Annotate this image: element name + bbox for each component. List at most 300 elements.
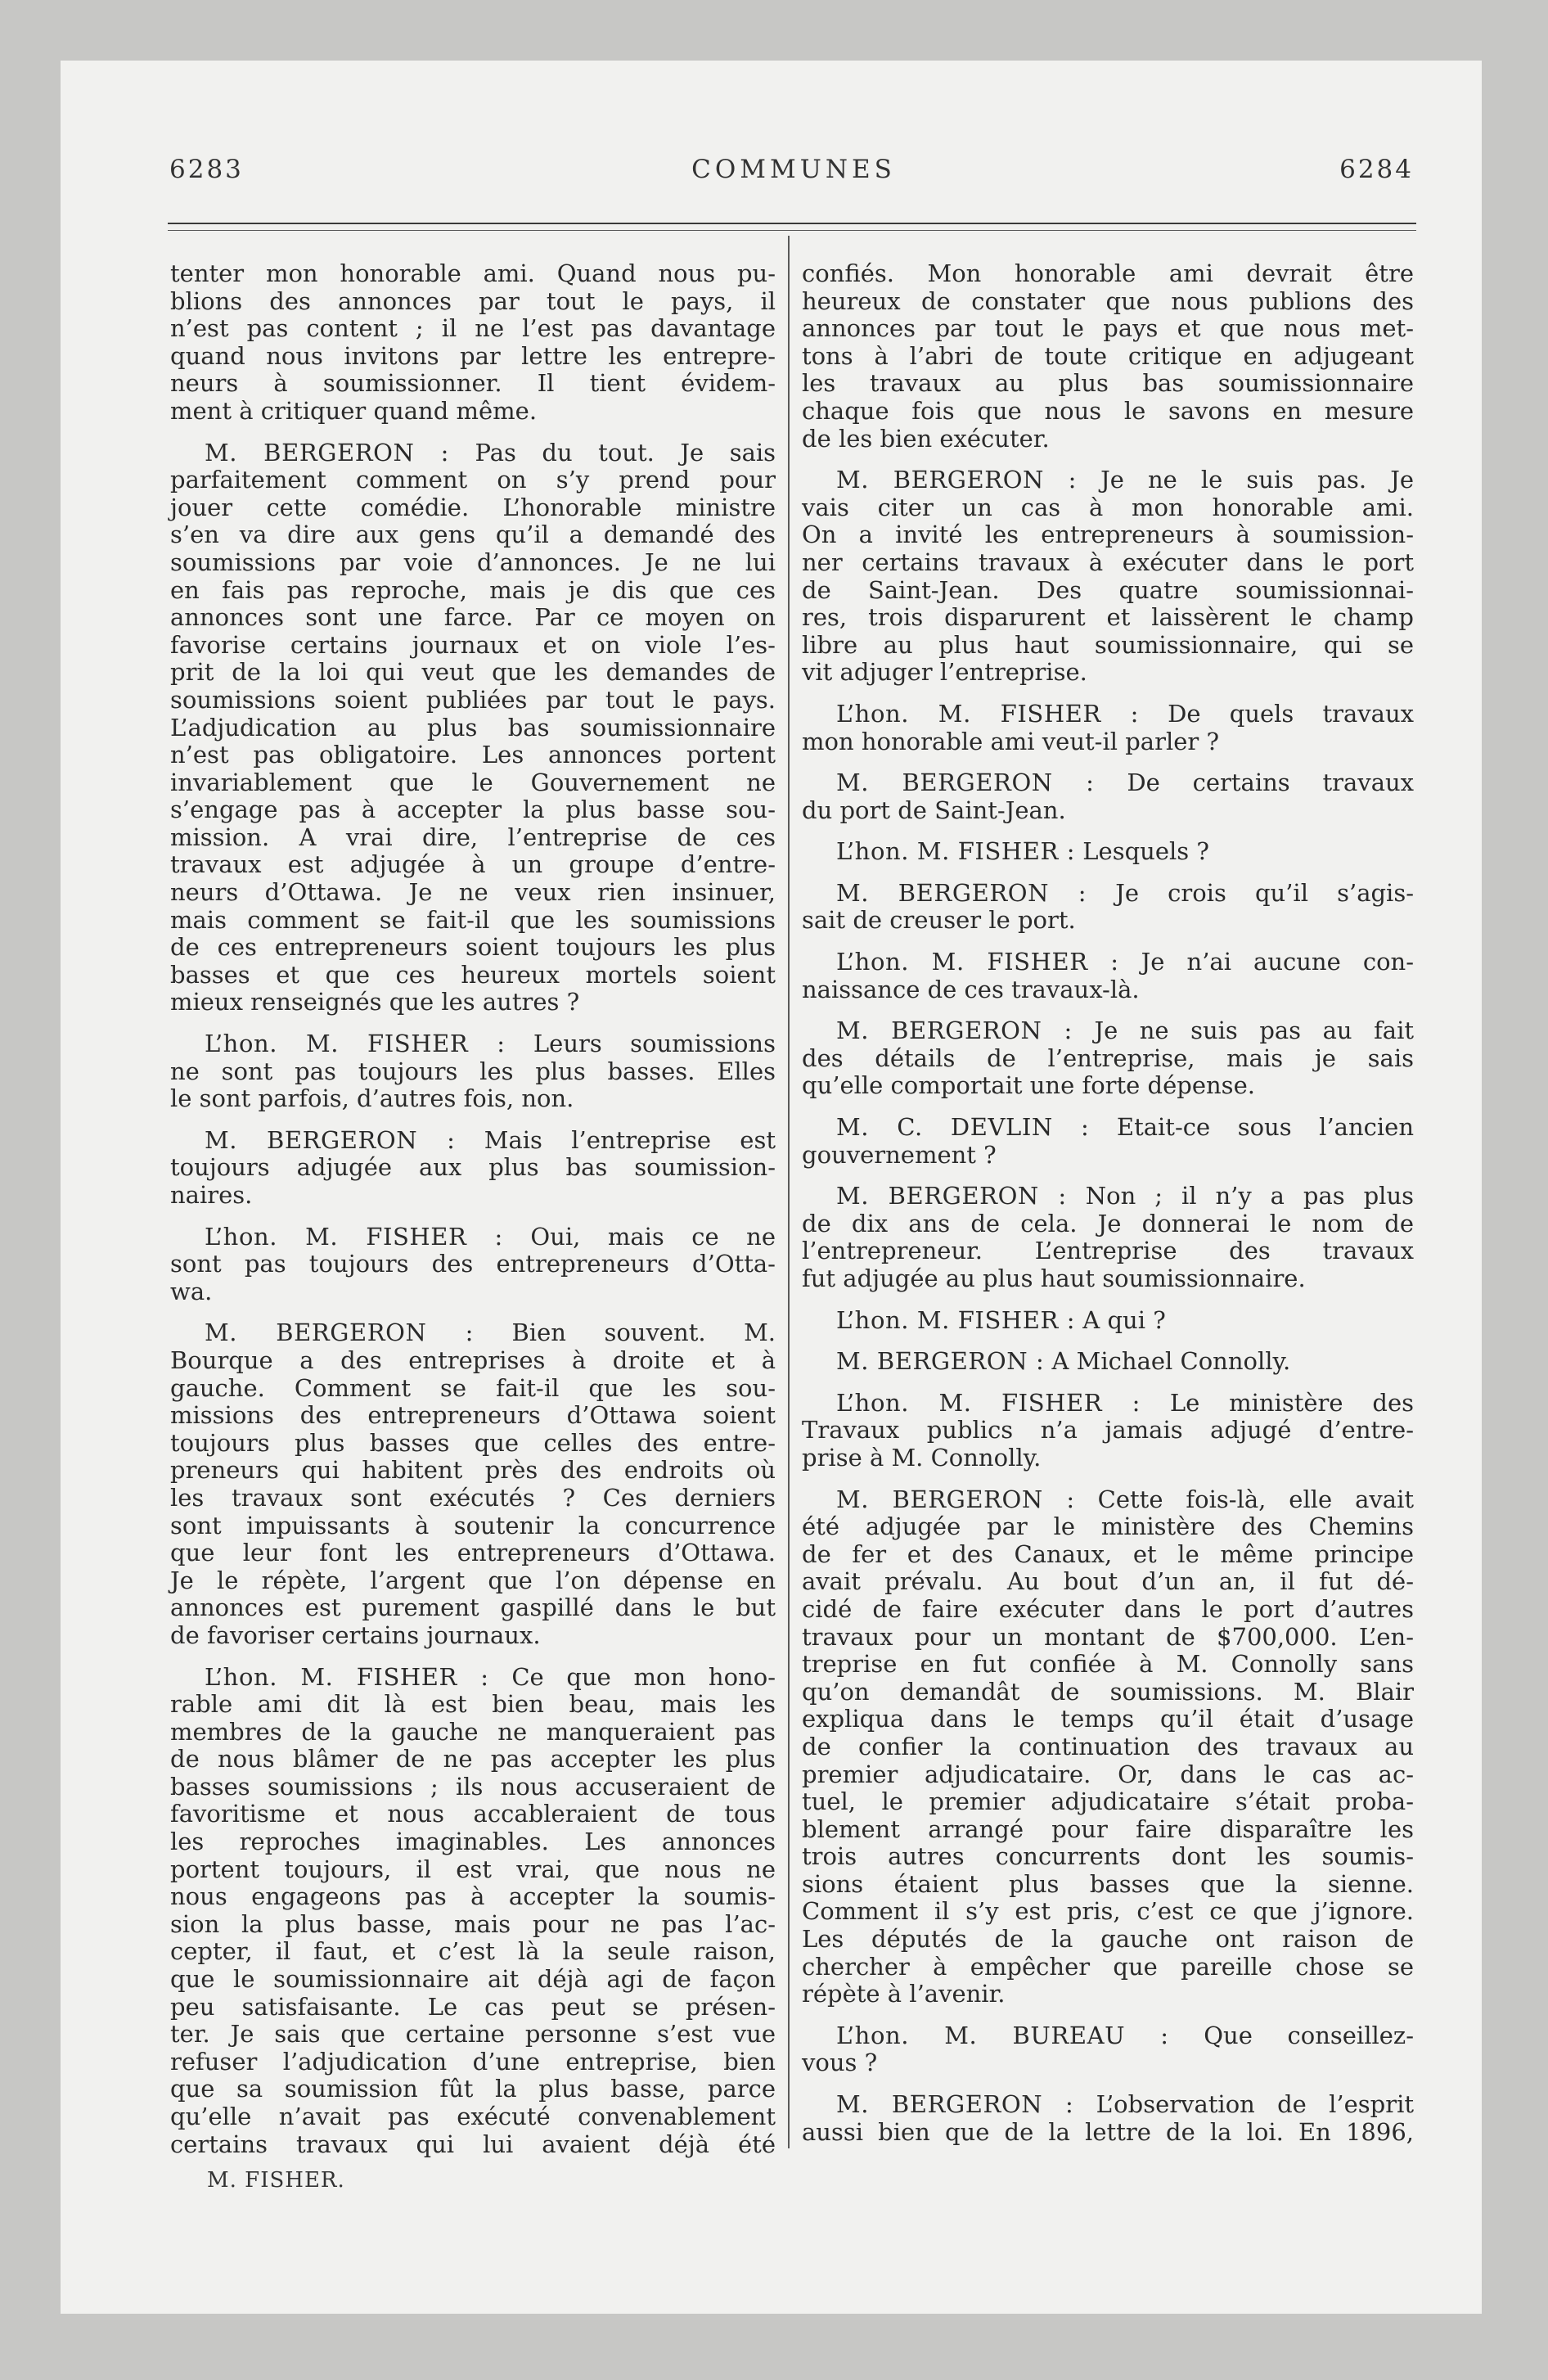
speech-paragraph — [802, 467, 1414, 687]
text-line — [170, 1938, 776, 1966]
text-line — [802, 1541, 1414, 1569]
line-text: travaux est adjugée à un groupe d’entre- — [170, 850, 776, 879]
text-line — [802, 701, 1414, 728]
text-line — [170, 1430, 776, 1458]
line-text: l’entrepreneur. L’entreprise des travaux — [802, 1237, 1414, 1265]
text-line — [802, 521, 1414, 549]
text-line — [802, 1898, 1414, 1926]
line-text: chaque fois que nous le savons en mesure — [802, 396, 1414, 425]
speech-paragraph — [802, 2022, 1414, 2077]
line-text: gauche. Comment se fait-il que les sou- — [170, 1373, 776, 1402]
text-line — [170, 1801, 776, 1828]
speech-paragraph — [170, 1224, 776, 1306]
speech-paragraph — [170, 439, 776, 1016]
line-text: les travaux au plus bas soumissionnaire — [802, 369, 1414, 398]
line-text: libre au plus haut soumissionnaire, qui se — [802, 630, 1414, 659]
line-text: Ce que mon hono- — [511, 1662, 776, 1691]
text-line — [802, 1183, 1414, 1210]
text-line — [170, 288, 776, 316]
speech-paragraph — [802, 1486, 1414, 2008]
text-line — [802, 880, 1414, 908]
text-line — [802, 1679, 1414, 1706]
paragraph — [802, 260, 1414, 453]
line-text: A qui ? — [1082, 1305, 1166, 1334]
line-text: annonces sont une farce. Par ce moyen on — [170, 603, 776, 632]
text-line — [170, 1085, 776, 1113]
line-text: annonces par tout le pays et que nous met- — [802, 314, 1414, 343]
speaker-name: M. BERGERON : — [836, 1485, 1075, 1513]
line-text: L’observation de l’esprit — [1096, 2090, 1414, 2119]
line-text: répète à l’avenir. — [802, 1980, 1006, 2008]
line-text: mon honorable ami veut-il parler ? — [802, 727, 1220, 755]
text-line — [170, 1966, 776, 1994]
text-line — [802, 398, 1414, 426]
speaker-name: L’hon. M. FISHER : — [205, 1030, 506, 1058]
speaker-name: M. BERGERON : — [836, 769, 1095, 797]
catchword: M. FISHER. — [207, 2168, 345, 2193]
line-text: vous ? — [802, 2049, 878, 2077]
line-text: tenter mon honorable ami. Quand nous pu- — [170, 259, 776, 287]
text-line — [170, 1774, 776, 1801]
line-text: ment à critiquer quand même. — [170, 396, 538, 425]
text-line — [170, 632, 776, 660]
line-text: preneurs qui habitent près des endroits où — [170, 1456, 776, 1485]
line-text: cidé de faire exécuter dans le port d’autres — [802, 1594, 1414, 1623]
line-text: de favoriser certains journaux. — [170, 1620, 541, 1649]
text-line — [170, 1347, 776, 1375]
text-column-right — [802, 260, 1414, 2146]
text-line — [802, 1981, 1414, 2008]
text-line — [170, 1485, 776, 1512]
text-line — [170, 1278, 776, 1306]
line-text: missions des entrepreneurs d’Ottawa soient — [170, 1401, 776, 1430]
line-text: de nous blâmer de ne pas accepter les plus — [170, 1745, 776, 1774]
speaker-name: L’hon. M. FISHER : — [836, 1388, 1141, 1417]
text-line — [802, 549, 1414, 577]
line-text: rable ami dit là est bien beau, mais les — [170, 1690, 776, 1719]
line-text: s’engage pas à accepter la plus basse sou- — [170, 796, 776, 824]
text-line — [802, 1843, 1414, 1871]
line-text: Etait-ce sous l’ancien — [1116, 1113, 1414, 1142]
text-line — [802, 1265, 1414, 1293]
speaker-name: L’hon. M. FISHER : — [205, 1222, 503, 1251]
text-line — [170, 343, 776, 371]
text-line — [170, 1058, 776, 1086]
text-line — [170, 1994, 776, 2022]
text-line — [170, 1402, 776, 1430]
text-line — [802, 1417, 1414, 1445]
line-text: naissance de ces travaux-là. — [802, 975, 1140, 1003]
line-text: de dix ans de cela. Je donnerai le nom de — [802, 1209, 1414, 1237]
text-line — [802, 1513, 1414, 1541]
line-text: heureux de constater que nous publions des — [802, 286, 1414, 315]
header-rule-thick — [168, 223, 1416, 224]
line-text: ner certains travaux à exécuter dans le port — [802, 548, 1414, 576]
text-line — [170, 1224, 776, 1251]
line-text: sions étaient plus basses que la sienne. — [802, 1869, 1414, 1898]
text-line — [170, 260, 776, 288]
text-line — [802, 1114, 1414, 1142]
text-line — [802, 1348, 1414, 1376]
text-line — [170, 714, 776, 742]
speaker-name: M. BERGERON : — [205, 1125, 456, 1154]
text-line — [170, 1127, 776, 1155]
line-text: tons à l’abri de toute critique en adjugeant — [802, 341, 1414, 370]
line-text: sont impuissants à soutenir la concurrence — [170, 1511, 776, 1539]
line-text: basses et que ces heureux mortels soient — [170, 960, 776, 989]
line-text: que leur font les entrepreneurs d’Ottawa. — [170, 1539, 776, 1567]
text-line — [170, 1457, 776, 1485]
line-text: qu’on demandât de soumissions. M. Blair — [802, 1677, 1414, 1706]
text-line — [802, 2119, 1414, 2147]
text-line — [170, 1319, 776, 1347]
text-line — [170, 439, 776, 467]
line-text: qu’elle n’avait pas exécuté convenablement — [170, 2103, 776, 2130]
speaker-name: M. BERGERON : — [836, 1347, 1045, 1376]
text-line — [170, 1512, 776, 1540]
text-line — [802, 1706, 1414, 1733]
line-text: le sont parfois, d’autres fois, non. — [170, 1084, 574, 1113]
line-text: gouvernement ? — [802, 1140, 997, 1169]
line-text: Que conseillez- — [1204, 2021, 1414, 2049]
line-text: prit de la loi qui veut que les demandes de — [170, 658, 776, 687]
text-line — [170, 962, 776, 989]
line-text: basses soumissions ; ils nous accuseraient de — [170, 1772, 776, 1801]
text-line — [170, 769, 776, 797]
line-text: membres de la gauche ne manqueraient pas — [170, 1717, 776, 1746]
text-line — [802, 1733, 1414, 1761]
text-line — [802, 1624, 1414, 1652]
speaker-name: L’hon. M. BUREAU : — [836, 2021, 1169, 2049]
text-line — [802, 260, 1414, 288]
line-text: Le ministère des — [1169, 1388, 1415, 1417]
line-text: fut adjugée au plus haut soumissionnaire. — [802, 1264, 1306, 1292]
text-line — [170, 1911, 776, 1939]
text-line — [802, 1237, 1414, 1265]
text-line — [802, 907, 1414, 935]
line-text: Pas du tout. Je sais — [475, 438, 776, 467]
speech-paragraph — [802, 1348, 1414, 1376]
text-line — [170, 1828, 776, 1856]
text-line — [170, 494, 776, 522]
text-line — [802, 577, 1414, 605]
header-rule-thin — [168, 230, 1416, 231]
line-text: quand nous invitons par lettre les entrepre- — [170, 341, 776, 370]
text-line — [802, 1045, 1414, 1073]
line-text: mais comment se fait-il que les soumissions — [170, 905, 776, 934]
line-text: ne sont pas toujours les plus basses. Elles — [170, 1057, 776, 1085]
line-text: Je ne le suis pas. Je — [1100, 466, 1414, 494]
line-text: vais citer un cas à mon honorable ami. — [802, 493, 1414, 521]
text-line — [170, 2021, 776, 2049]
line-text: blions des annonces par tout le pays, il — [170, 286, 776, 315]
line-text: mieux renseignés que les autres ? — [170, 988, 580, 1016]
text-line — [802, 343, 1414, 371]
speaker-name: M. BERGERON : — [205, 438, 449, 467]
text-line — [170, 907, 776, 935]
line-text: aussi bien que de la lettre de la loi. En 1896, — [802, 2117, 1414, 2146]
text-line — [802, 370, 1414, 398]
speech-paragraph — [170, 1127, 776, 1210]
line-text: expliqua dans le temps qu’il était d’usage — [802, 1705, 1414, 1733]
text-line — [170, 879, 776, 907]
text-line — [170, 1539, 776, 1567]
line-text: Comment il s’y est pris, c’est ce que j’ignore. — [802, 1897, 1414, 1926]
speech-paragraph — [802, 838, 1414, 866]
text-line — [802, 1568, 1414, 1596]
line-text: Non ; il n’y a pas plus — [1085, 1182, 1415, 1210]
speaker-name: M. BERGERON : — [836, 878, 1087, 907]
text-line — [802, 1788, 1414, 1816]
speaker-name: M. BERGERON : — [836, 1182, 1067, 1210]
line-text: Je n’ai aucune con- — [1141, 948, 1415, 976]
line-text: travaux pour un montant de $700,000. L’en- — [802, 1622, 1414, 1651]
line-text: s’en va dire aux gens qu’il a demandé des — [170, 521, 776, 549]
line-text: du port de Saint-Jean. — [802, 796, 1066, 824]
text-line — [802, 632, 1414, 660]
text-line — [802, 659, 1414, 687]
text-line — [170, 467, 776, 494]
line-text: refuser l’adjudication d’une entreprise, bien — [170, 2047, 776, 2076]
text-line — [802, 1307, 1414, 1335]
text-line — [170, 1664, 776, 1692]
text-line — [802, 976, 1414, 1004]
text-line — [170, 1567, 776, 1595]
page-number-left: 6283 — [169, 155, 244, 184]
line-text: Je ne suis pas au fait — [1094, 1016, 1415, 1045]
line-text: les travaux sont exécutés ? Ces derniers — [170, 1483, 776, 1512]
line-text: sont pas toujours des entrepreneurs d’Otta- — [170, 1250, 776, 1278]
speech-paragraph — [170, 1030, 776, 1113]
line-text: Leurs soumissions — [533, 1030, 776, 1058]
speaker-name: M. C. DEVLIN : — [836, 1113, 1090, 1142]
line-text: portent toujours, il est vrai, que nous ne — [170, 1855, 776, 1883]
text-line — [170, 1375, 776, 1403]
line-text: des détails de l’entreprise, mais je sais — [802, 1044, 1414, 1072]
line-text: Lesquels ? — [1082, 837, 1209, 866]
text-line — [802, 797, 1414, 825]
running-title: COMMUNES — [691, 155, 896, 184]
line-text: de fer et des Canaux, et le même principe — [802, 1539, 1414, 1568]
paragraph — [170, 260, 776, 426]
line-text: tuel, le premier adjudicataire s’était proba- — [802, 1787, 1414, 1816]
speech-paragraph — [170, 1319, 776, 1649]
text-line — [802, 1651, 1414, 1679]
text-line — [170, 2131, 776, 2159]
line-text: que sa soumission fût la plus basse, parce — [170, 2075, 776, 2103]
line-text: de les bien exécuter. — [802, 424, 1050, 453]
line-text: qu’elle comportait une forte dépense. — [802, 1071, 1255, 1100]
speaker-name: L’hon. M. FISHER : — [836, 948, 1119, 976]
line-text: parfaitement comment on s’y prend pour — [170, 466, 776, 494]
text-column-left — [170, 260, 776, 2158]
line-text: les reproches imaginables. Les annonces — [170, 1828, 776, 1856]
line-text: vit adjuger l’entreprise. — [802, 658, 1087, 687]
speaker-name: M. BERGERON : — [205, 1318, 474, 1347]
line-text: n’est pas content ; il ne l’est pas davantage — [170, 314, 776, 343]
line-text: que le soumissionnaire ait déjà agi de façon — [170, 1965, 776, 1994]
text-line — [170, 1182, 776, 1210]
text-line — [802, 604, 1414, 632]
line-text: été adjugée par le ministère des Chemins — [802, 1512, 1414, 1541]
text-line — [802, 467, 1414, 494]
line-text: prise à M. Connolly. — [802, 1443, 1042, 1472]
line-text: annonces est purement gaspillé dans le but — [170, 1593, 776, 1622]
line-text: confiés. Mon honorable ami devrait être — [802, 259, 1414, 287]
line-text: A Michael Connolly. — [1051, 1347, 1291, 1376]
line-text: De quels travaux — [1168, 699, 1415, 728]
line-text: soumissions par voie d’annonces. Je ne lui — [170, 548, 776, 576]
text-line — [802, 1445, 1414, 1472]
text-line — [802, 1816, 1414, 1844]
line-text: neurs d’Ottawa. Je ne veux rien insinuer, — [170, 878, 776, 907]
line-text: Je crois qu’il s’agis- — [1115, 878, 1414, 907]
text-line — [170, 577, 776, 605]
text-line — [802, 1926, 1414, 1954]
line-text: blement arrangé pour faire disparaître les — [802, 1814, 1414, 1843]
line-text: n’est pas obligatoire. Les annonces portent — [170, 741, 776, 769]
text-line — [802, 1142, 1414, 1170]
speech-paragraph — [170, 1664, 776, 2159]
text-line — [170, 1691, 776, 1719]
text-line — [802, 1761, 1414, 1789]
text-line — [170, 1719, 776, 1747]
text-line — [802, 315, 1414, 343]
line-text: de Saint-Jean. Des quatre soumissionnai- — [802, 575, 1414, 604]
line-text: On a invité les entrepreneurs à soumission- — [802, 521, 1414, 549]
text-line — [170, 989, 776, 1016]
speaker-name: L’hon. M. FISHER : — [836, 699, 1139, 728]
speaker-name: L’hon. M. FISHER : — [836, 837, 1076, 866]
line-text: chercher à empêcher que pareille chose se — [802, 1952, 1414, 1981]
text-line — [170, 1594, 776, 1622]
text-line — [802, 2022, 1414, 2050]
speaker-name: M. BERGERON : — [836, 2090, 1074, 2119]
speech-paragraph — [802, 2091, 1414, 2146]
line-text: Oui, mais ce ne — [530, 1222, 776, 1251]
page-number-right: 6284 — [1339, 155, 1414, 184]
text-line — [170, 1856, 776, 1884]
speech-paragraph — [802, 1390, 1414, 1472]
text-line — [802, 288, 1414, 316]
line-text: premier adjudicataire. Or, dans le cas ac- — [802, 1760, 1414, 1788]
text-line — [802, 2049, 1414, 2077]
line-text: nous engageons pas à accepter la soumis- — [170, 1882, 776, 1911]
text-line — [170, 315, 776, 343]
speech-paragraph — [802, 1017, 1414, 1100]
line-text: avait prévalu. Au bout d’un an, il fut dé- — [802, 1567, 1414, 1596]
text-line — [170, 398, 776, 426]
speech-paragraph — [802, 701, 1414, 755]
text-line — [170, 1154, 776, 1182]
text-line — [802, 728, 1414, 756]
line-text: cepter, il faut, et c’est là la seule raison, — [170, 1937, 776, 1966]
speech-paragraph — [802, 1307, 1414, 1335]
text-line — [170, 824, 776, 852]
text-line — [802, 1210, 1414, 1238]
text-line — [170, 1746, 776, 1774]
text-line — [802, 1072, 1414, 1100]
text-line — [802, 494, 1414, 522]
line-text: de ces entrepreneurs soient toujours les plus — [170, 933, 776, 962]
text-line — [170, 934, 776, 962]
text-line — [802, 1871, 1414, 1899]
line-text: peu satisfaisante. Le cas peut se présen- — [170, 1992, 776, 2021]
line-text: naires. — [170, 1181, 253, 1209]
line-text: Bien souvent. M. — [511, 1318, 776, 1347]
line-text: soumissions soient publiées par tout le pays. — [170, 685, 776, 714]
line-text: L’adjudication au plus bas soumissionnaire — [170, 713, 776, 741]
line-text: favoritisme et nous accableraient de tous — [170, 1800, 776, 1828]
line-text: sion la plus basse, mais pour ne pas l’ac- — [170, 1909, 776, 1938]
text-line — [170, 851, 776, 879]
text-line — [170, 549, 776, 577]
text-line — [802, 1390, 1414, 1418]
text-line — [170, 687, 776, 714]
line-text: Cette fois-là, elle avait — [1097, 1485, 1414, 1513]
speech-paragraph — [802, 880, 1414, 935]
text-line — [802, 2091, 1414, 2119]
line-text: De certains travaux — [1127, 769, 1415, 797]
text-line — [170, 521, 776, 549]
line-text: ter. Je sais que certaine personne s’est vue — [170, 2020, 776, 2049]
text-line — [170, 1030, 776, 1058]
line-text: Mais l’entreprise est — [484, 1125, 776, 1154]
text-line — [170, 604, 776, 632]
text-line — [802, 769, 1414, 797]
line-text: sait de creuser le port. — [802, 906, 1076, 935]
text-line — [170, 1883, 776, 1911]
line-text: res, trois disparurent et laissèrent le champ — [802, 603, 1414, 632]
column-divider — [788, 236, 790, 2148]
text-line — [170, 659, 776, 687]
line-text: neurs à soumissionner. Il tient évidem- — [170, 369, 776, 398]
line-text: trois autres concurrents dont les soumis- — [802, 1842, 1414, 1871]
line-text: jouer cette comédie. L’honorable ministre — [170, 493, 776, 521]
text-line — [802, 1017, 1414, 1045]
line-text: Bourque a des entreprises à droite et à — [170, 1346, 776, 1374]
text-line — [802, 1596, 1414, 1624]
line-text: favorise certains journaux et on viole l’es- — [170, 630, 776, 659]
speech-paragraph — [802, 1183, 1414, 1292]
line-text: mission. A vrai dire, l’entreprise de ces — [170, 823, 776, 851]
text-line — [170, 2076, 776, 2103]
text-line — [170, 796, 776, 824]
text-line — [802, 426, 1414, 453]
speech-paragraph — [802, 769, 1414, 824]
line-text: certains travaux qui lui avaient déjà été — [170, 2130, 776, 2158]
line-text: invariablement que le Gouvernement ne — [170, 768, 776, 796]
line-text: toujours adjugée aux plus bas soumission- — [170, 1153, 776, 1182]
line-text: wa. — [170, 1277, 213, 1305]
text-line — [802, 949, 1414, 976]
text-line — [170, 1622, 776, 1650]
text-line — [802, 838, 1414, 866]
line-text: en fais pas reproche, mais je dis que ces — [170, 575, 776, 604]
speech-paragraph — [802, 949, 1414, 1003]
speaker-name: L’hon. M. FISHER : — [205, 1662, 489, 1691]
text-line — [802, 1486, 1414, 1514]
speaker-name: M. BERGERON : — [836, 1016, 1073, 1045]
line-text: Je le répète, l’argent que l’on dépense en — [170, 1566, 776, 1594]
speaker-name: L’hon. M. FISHER : — [836, 1305, 1076, 1334]
line-text: toujours plus basses que celles des entre- — [170, 1428, 776, 1457]
text-line — [170, 2049, 776, 2076]
text-line — [802, 1954, 1414, 1981]
text-line — [170, 2103, 776, 2131]
line-text: Les députés de la gauche ont raison de — [802, 1925, 1414, 1954]
speech-paragraph — [802, 1114, 1414, 1169]
